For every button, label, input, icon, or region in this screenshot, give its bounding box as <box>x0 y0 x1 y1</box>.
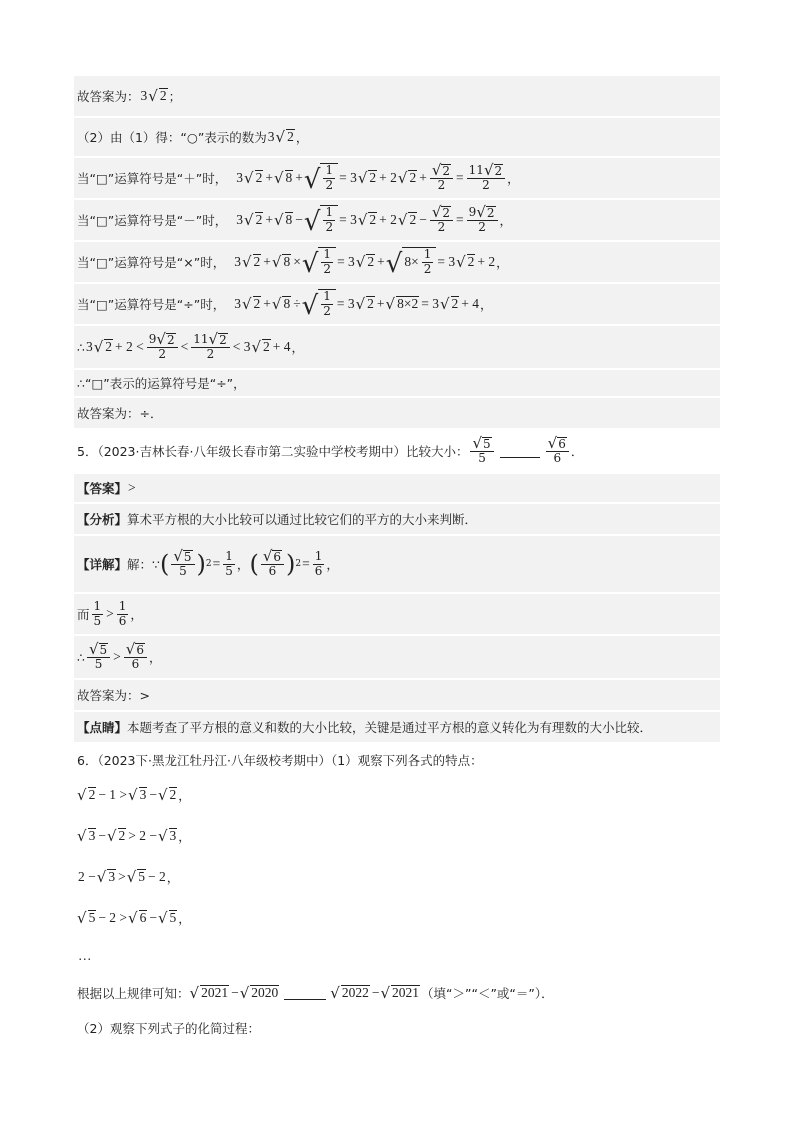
q5-final: 故答案为：> <box>74 680 720 710</box>
q5-answer: 【答案】 > <box>74 474 720 502</box>
answer-label: 故答案为： <box>77 89 140 104</box>
step-circle-value: （2）由（1）得：“ ○ ”表示的数为 3 √ 2 ， <box>74 118 720 156</box>
inequality-chain: ∴ 3 √ 2 + 2 < 9 √ 2 2 < 11 √ 2 2 < 3 √ 2 + 4 ， <box>74 326 720 368</box>
q5-comment: 【点睛】 本题考查了平方根的意义和数的大小比较，关键是通过平方根的意义转化为有理数的大小比较． <box>74 712 720 742</box>
conclusion-line: ∴“ □ ”表示的运算符号是“÷”， <box>74 370 720 396</box>
case-plus: 当“ □ ”运算符号是“ ＋ ”时， 3 √ 2 + √ 8 + √ $\frac{1}{2}$ = 3 √ 2 + 2 √ 2 + √ 2 2 = 11 √ 2 2 ， <box>74 158 720 198</box>
q6-eq-2: √ 3 − √ 2 > 2 − √ 3 ， <box>77 826 191 845</box>
final-answer-divide: 故答案为：÷． <box>74 398 720 428</box>
q6-rule: 根据以上规律可知： √ 2021 − √ 2020 √ 2022 − √ 2021 （填“＞”“＜”或“＝”）． <box>77 983 554 1002</box>
q5-detail: 【详解】 解：∵ ( √ 5 5 ) 2 = $\frac{1}{5}$ ， ( √ 6 6 ) 2 = $\frac{1}{6}$ ， <box>74 536 720 592</box>
q6-part2: （2）观察下列式子的化简过程： <box>77 1021 260 1036</box>
q5-compare: 而 $\frac{1}{5}$ > $\frac{1}{6}$ ， <box>74 594 720 634</box>
q6-ellipsis: … <box>78 948 92 963</box>
question-6-stem: 6．（2023下·黑龙江牡丹江·八年级校考期中）（1）观察下列各式的特点： <box>77 753 483 768</box>
q5-therefore: ∴ √ 5 5 > √ 6 6 ， <box>74 636 720 678</box>
q6-eq-4: √ 5 − 2 > √ 6 − √ 5 ， <box>77 908 191 927</box>
question-5-stem: 5．（2023·吉林长春·八年级长春市第二实验中学校考期中）比较大小： √ 5 5 √ 6 6 ． <box>77 434 584 466</box>
q6-eq-1: √ 2 − 1 > √ 3 − √ 2 ， <box>77 785 191 804</box>
case-divide: 当“ □ ”运算符号是“ ÷ ”时， 3 √ 2 + √ 8 ÷ √ $\frac{1}{2}$ = 3 √ 2 + √ 8×2 = 3 √ 2 + 4 ， <box>74 284 720 324</box>
q6-eq-3: 2 − √ 3 > √ 5 − 2 ， <box>78 867 180 886</box>
q5-analysis: 【分析】 算术平方根的大小比较可以通过比较它们的平方的大小来判断． <box>74 504 720 534</box>
case-times: 当“ □ ”运算符号是“ × ”时， 3 √ 2 + √ 8 × √ $\frac{1}{2}$ = 3 √ 2 + √ 8× $\frac{1}{2}$ = 3 √ 2 + 2 ， <box>74 242 720 282</box>
case-minus: 当“ □ ”运算符号是“ － ”时， 3 √ 2 + √ 8 − √ $\frac{1}{2}$ = 3 √ 2 + 2 √ 2 − √ 2 2 = 9 √ 2 2 ， <box>74 200 720 240</box>
answer-blank[interactable] <box>284 987 326 1000</box>
answer-line-1: 故答案为： 3 √ 2 ； <box>74 76 720 116</box>
